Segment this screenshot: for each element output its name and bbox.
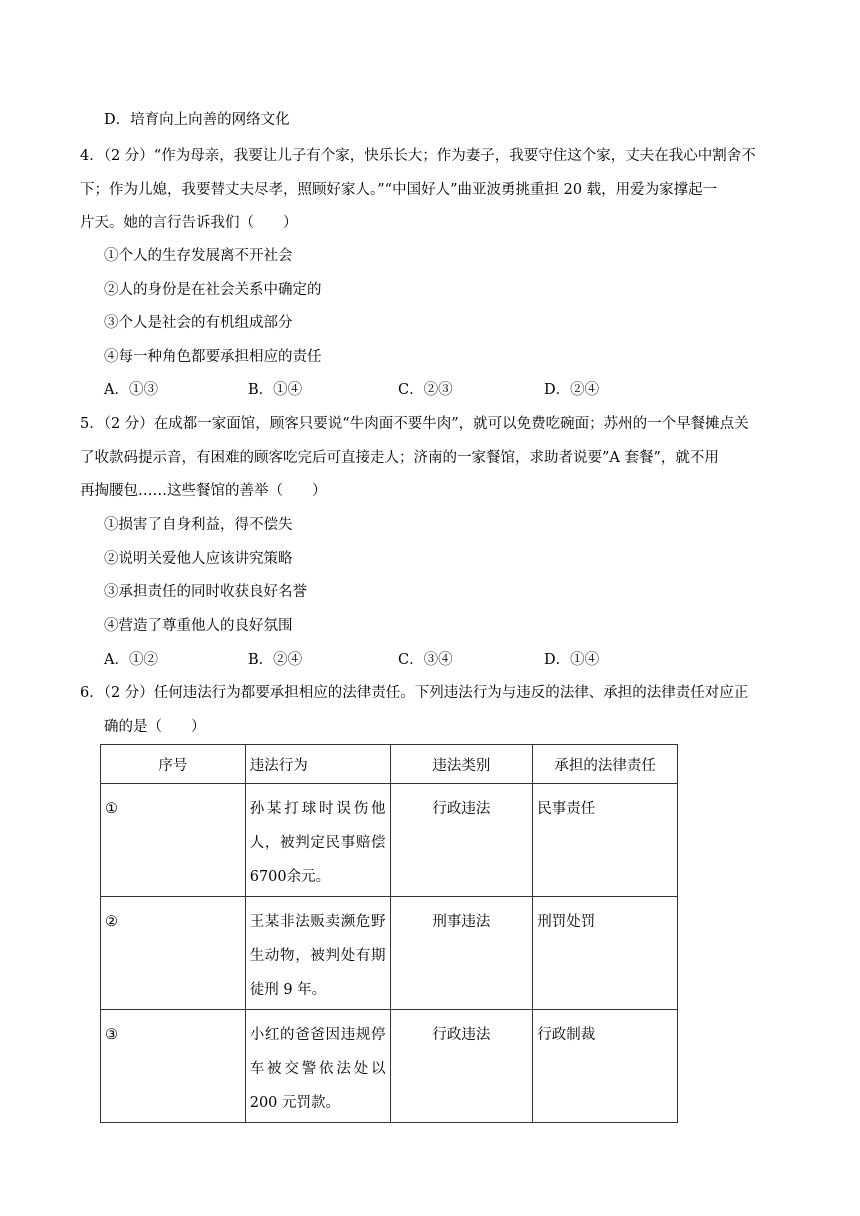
q5-option-a: A．①② [104,652,158,668]
law-table [100,744,678,1123]
q4-stem-line3: 片天。她的言行告诉我们（ ） [80,215,298,231]
table-row [101,897,678,1010]
q6-stem-line1: 6．（2 分）任何违法行为都要承担相应的法律责任。下列违法行为与违反的法律、承担的法律责任对应正 [80,685,749,701]
cell-act: 小红的爸爸因违规停车被交警依法处以200 元罚款。 [245,1010,390,1123]
cell-resp: 民事责任 [533,784,678,897]
q5-stem-line1: 5．（2 分）在成都一家面馆，顾客只要说“牛肉面不要牛肉”，就可以免费吃碗面；苏州的一个早餐摊点关 [80,416,749,432]
cell-type: 行政违法 [390,784,533,897]
q4-statement-2: ②人的身份是在社会关系中确定的 [104,282,322,298]
table-row [101,1010,678,1123]
q5-option-b: B．②④ [248,652,303,668]
q6-stem-line2: 确的是（ ） [104,719,206,735]
cell-no: ③ [101,1010,246,1123]
q5-statement-1: ①损害了自身利益，得不偿失 [104,517,293,533]
q5-statement-3: ③承担责任的同时收获良好名誉 [104,584,307,600]
q5-stem-line2: 了收款码提示音，有困难的顾客吃完后可直接走人；济南的一家餐馆，求助者说要”A 套餐”，就不用 [80,450,719,466]
q4-stem-line1: 4．（2 分）“作为母亲，我要让儿子有个家，快乐长大；作为妻子，我要守住这个家，丈夫在我心中割舍不 [80,148,756,164]
q4-statement-3: ③个人是社会的有机组成部分 [104,315,293,331]
q5-stem-line3: 再掏腰包……这些餐馆的善举（ ） [80,483,327,499]
q4-option-d: D．②④ [544,382,600,398]
table-header-row [101,745,678,784]
q4-stem-line2: 下；作为儿媳，我要替丈夫尽孝，照顾好家人。”“中国好人”曲亚波勇挑重担 20 载，用爱为家撑起一 [80,182,718,198]
table-row [101,784,678,897]
q4-option-b: B．①④ [248,382,303,398]
cell-act: 王某非法贩卖濒危野生动物，被判处有期徒刑 9 年。 [245,897,390,1010]
q5-statement-2: ②说明关爱他人应该讲究策略 [104,551,293,567]
header-type: 违法类别 [390,745,533,784]
cell-act: 孙某打球时误伤他人，被判定民事赔偿6700余元。 [245,784,390,897]
cell-no: ② [101,897,246,1010]
q4-statement-1: ①个人的生存发展离不开社会 [104,248,293,264]
option-d-prev: D．培育向上向善的网络文化 [104,112,290,128]
q4-statement-4: ④每一种角色都要承担相应的责任 [104,349,322,365]
q4-option-a: A．①③ [104,382,158,398]
cell-type: 行政违法 [390,1010,533,1123]
cell-no: ① [101,784,246,897]
q4-option-c: C．②③ [398,382,453,398]
cell-resp: 行政制裁 [533,1010,678,1123]
header-no: 序号 [101,745,246,784]
header-resp: 承担的法律责任 [533,745,678,784]
cell-resp: 刑罚处罚 [533,897,678,1010]
header-act: 违法行为 [245,745,390,784]
q5-option-c: C．③④ [398,652,453,668]
cell-type: 刑事违法 [390,897,533,1010]
q5-option-d: D．①④ [544,652,600,668]
q5-statement-4: ④营造了尊重他人的良好氛围 [104,618,293,634]
